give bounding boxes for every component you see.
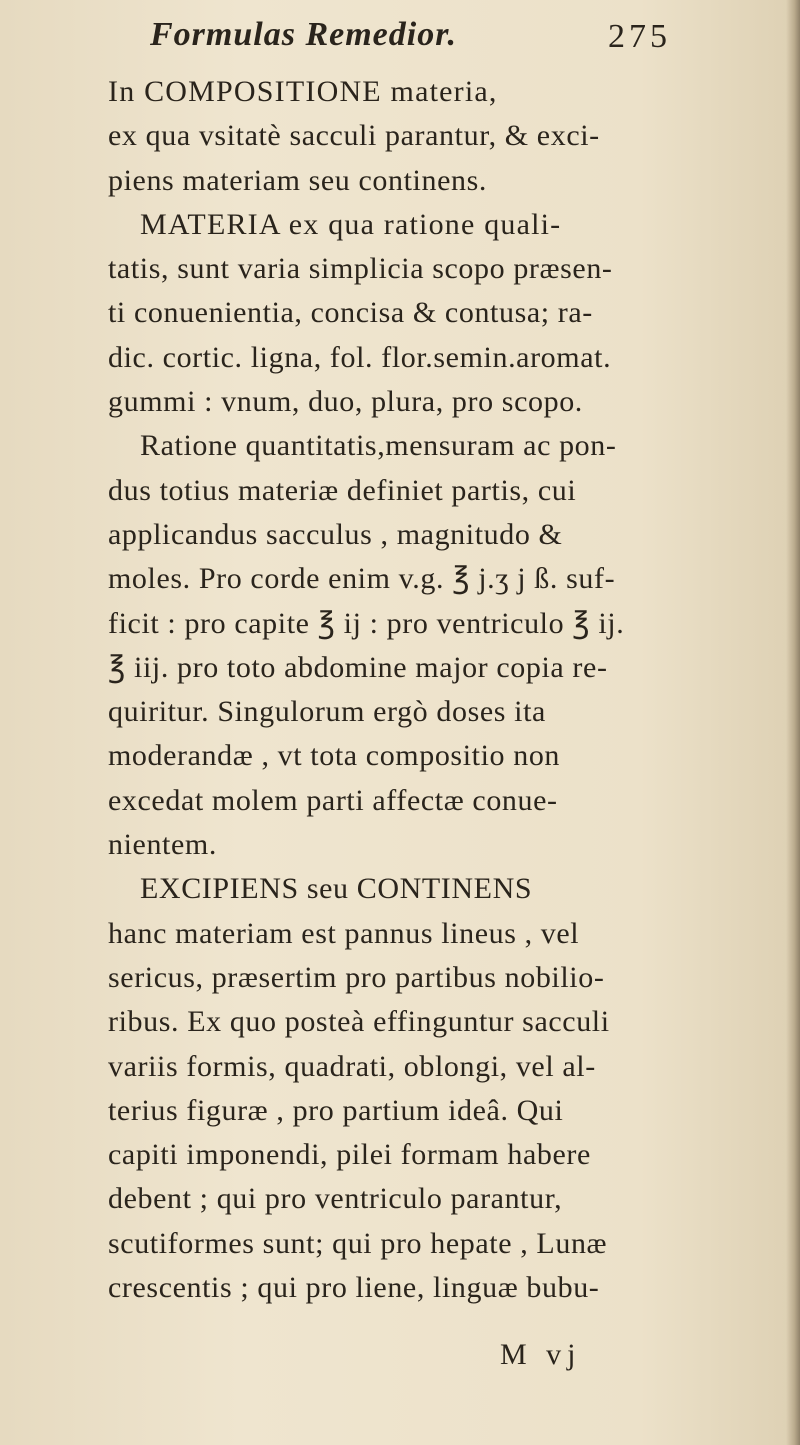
text-line: applicandus sacculus , magnitudo & [108,517,563,551]
text-line: moderandæ , vt tota compositio non [108,739,561,773]
text-line: dic. cortic. ligna, fol. flor.semin.aromat. [108,340,612,374]
text-line: variis formis, quadrati, oblongi, vel al- [108,1049,596,1083]
text-line: ribus. Ex quo posteà effinguntur sacculi [108,1005,610,1039]
text-line: tatis, sunt varia simplicia scopo præsen- [108,252,613,286]
page-header [150,16,770,66]
body-text [108,70,768,1310]
text-line: nientem. [108,828,217,862]
text-line: EXCIPIENS seu CONTINENS [140,872,533,906]
running-title: Formulas Remedior. [150,16,458,53]
text-line: terius figuræ , pro partium ideâ. Qui [108,1093,564,1127]
text-line: Ratione quantitatis,mensuram ac pon- [140,429,617,463]
text-line: capiti imponendi, pilei formam habere [108,1138,591,1172]
text-line: debent ; qui pro ventriculo parantur, [108,1182,563,1216]
signature-mark: M vj [500,1338,582,1371]
text-line: MATERIA ex qua ratione quali- [140,207,562,241]
text-line: piens materiam seu continens. [108,163,487,197]
text-line: quiritur. Singulorum ergò doses ita [108,695,546,729]
text-line: moles. Pro corde enim v.g. ℥ j.ʒ j ß. suf- [108,562,616,596]
page-edge-shadow [786,0,800,1445]
text-line: In COMPOSITIONE materia, [108,75,498,108]
text-line: ficit : pro capite ℥ ij : pro ventriculo ℥ ij. [108,606,625,640]
text-line: dus totius materiæ definiet partis, cui [108,473,577,507]
text-line: sericus, præsertim pro partibus nobilio- [108,960,605,994]
page-number: 275 [608,18,671,55]
text-line: gummi : vnum, duo, plura, pro scopo. [108,385,583,419]
text-line: ti conuenientia, concisa & contusa; ra- [108,296,593,330]
text-line: scutiformes sunt; qui pro hepate , Lunæ [108,1226,608,1260]
text-line: ex qua vsitatè sacculi parantur, & exci- [108,119,600,153]
text-line: ℥ iij. pro toto abdomine major copia re- [108,650,608,684]
text-line: crescentis ; qui pro liene, linguæ bubu- [108,1271,600,1305]
text-line: excedat molem parti affectæ conue- [108,783,558,817]
text-line: hanc materiam est pannus lineus , vel [108,916,580,950]
